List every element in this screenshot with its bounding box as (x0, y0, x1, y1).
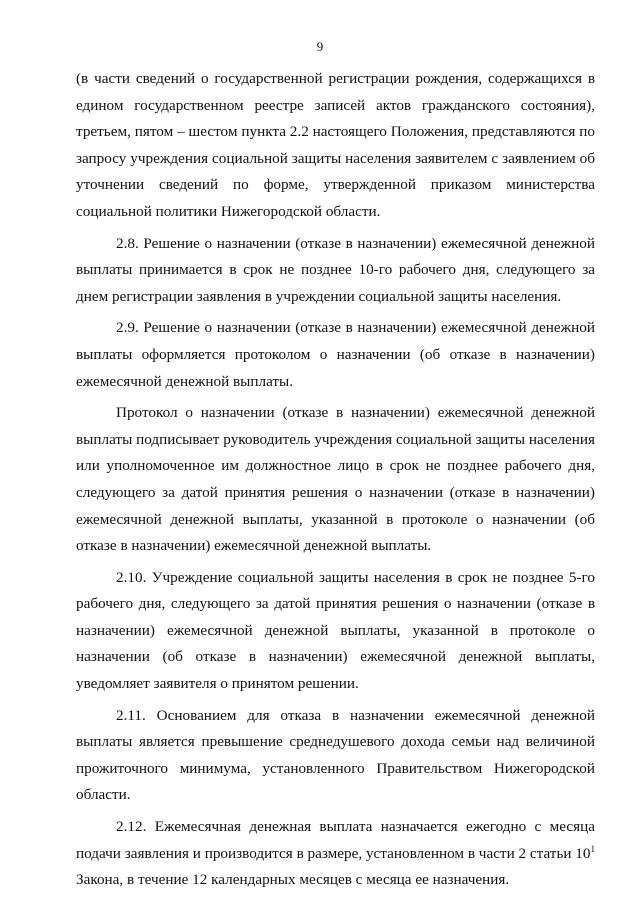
paragraph-continuation: (в части сведений о государственной регистрации рождения, содержащихся в едином государственном реестре записей актов гражданского состояния), третьем, пятом – шестом пункта 2.2 настоящего Положения, представляются по запросу учреждения социальной защиты населения заявителем с заявлением об уточнении сведений по форме, утвержденной приказом министерства социальной политики Нижегородской области. (76, 70, 595, 220)
paragraph-2-9: 2.9. Решение о назначении (отказе в назначении) ежемесячной денежной выплаты оформляется протоколом о назначении (об отказе в назначении) ежемесячной денежной выплаты. (76, 319, 595, 390)
document-body (76, 66, 595, 894)
paragraph-protocol: Протокол о назначении (отказе в назначении) ежемесячной денежной выплаты подписывает руководитель учреждения социальной защиты населения или уполномоченное им должностное лицо в срок не позднее рабочего дня, следующего за датой принятия решения о назначении (отказе в назначении) ежемесячной денежной выплаты, указанной в протоколе о назначении (об отказе в назначении) ежемесячной денежной выплаты. (76, 404, 595, 555)
paragraph-2-11: 2.11. Основанием для отказа в назначении ежемесячной денежной выплаты является превышение среднедушевого дохода семьи над величиной прожиточного минимума, установленного Правительством Нижегородской области. (76, 706, 595, 804)
paragraph-2-10: 2.10. Учреждение социальной защиты населения в срок не позднее 5-го рабочего дня, следующего за датой принятия решения о назначении (отказе в назначении) ежемесячной денежной выплаты, указанной в протоколе о назначении (об отказе в назначении) ежемесячной денежной выплаты, уведомляет заявителя о принятом решении. (76, 568, 595, 693)
paragraph-2-12 (76, 814, 595, 894)
paragraph-2-12-text: 2.12. Ежемесячная денежная выплата назначается ежегодно с месяца подачи заявления и производится в размере, установленном в части 2 статьи 10 (76, 818, 595, 862)
page-number: 9 (316, 39, 324, 54)
article-superscript: 1 (590, 843, 595, 854)
paragraph-2-8: 2.8. Решение о назначении (отказе в назначении) ежемесячной денежной выплаты принимается в срок не позднее 10-го рабочего дня, следующего за днем регистрации заявления в учреждении социальной защиты населения. (76, 234, 595, 305)
paragraph-2-12-text-end: Закона, в течение 12 календарных месяцев с месяца ее назначения. (76, 871, 510, 889)
